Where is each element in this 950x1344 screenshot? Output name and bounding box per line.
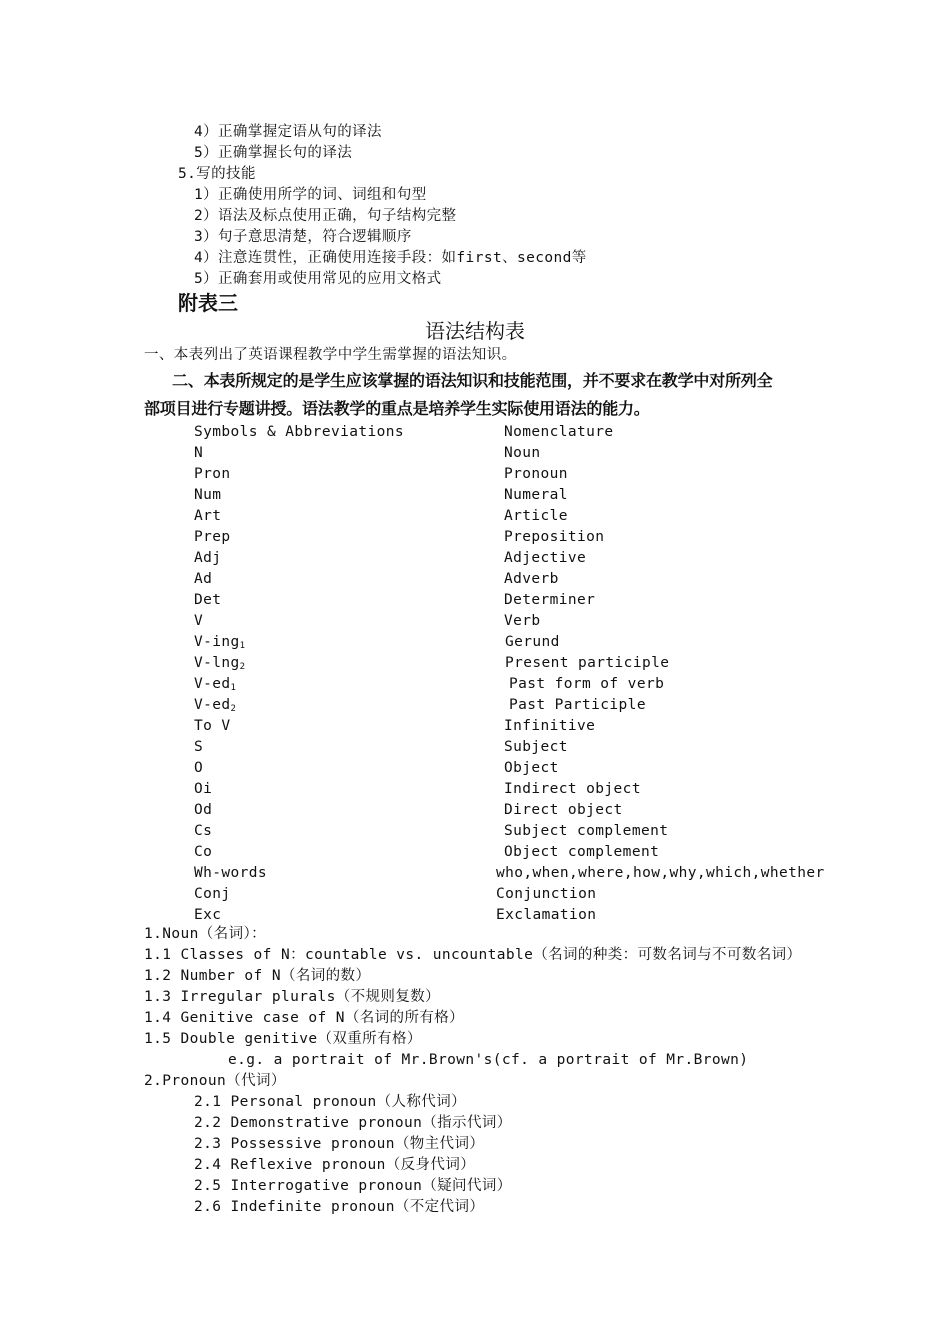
abbrev-symbol: [194, 527, 231, 548]
abbrev-meaning: who,when,where,how,why,which,whether: [496, 865, 825, 881]
abbrev-meaning: Conjunction: [496, 886, 597, 902]
abbrev-symbol-text: Num: [194, 487, 222, 503]
abbrev-symbol-text: V-ed: [194, 697, 231, 713]
abbrev-symbol: [194, 884, 231, 905]
abbrev-symbol: [194, 800, 212, 821]
abbrev-symbol-text: V-ing: [194, 634, 240, 650]
abbrev-symbol: [194, 485, 221, 506]
abbrev-meaning: Indirect object: [504, 781, 641, 797]
abbrev-symbol: [194, 716, 231, 737]
noun-item: 1.3 Irregular plurals（不规则复数）: [144, 989, 441, 1005]
intro-paragraph-1: 一、本表列出了英语课程教学中学生需掌握的语法知识。: [144, 347, 517, 363]
abbrev-symbol-text: Adj: [194, 550, 222, 566]
pronoun-item: 2.1 Personal pronoun（人称代词）: [194, 1094, 466, 1110]
pronoun-item: 2.3 Possessive pronoun（物主代词）: [194, 1136, 485, 1152]
abbrev-symbol-text: Co: [194, 844, 213, 860]
abbrev-meaning: Subject: [504, 739, 568, 755]
abbrev-meaning: Preposition: [504, 529, 605, 545]
pronoun-heading: 2.Pronoun（代词）: [144, 1073, 286, 1089]
writing-item: 1）正确使用所学的词、词组和句型: [194, 187, 427, 203]
writing-item: 5）正确套用或使用常见的应用文格式: [194, 271, 442, 287]
abbrev-symbol: [194, 443, 203, 464]
writing-heading: 5.写的技能: [178, 166, 256, 182]
abbrev-symbol-text: Cs: [194, 823, 213, 839]
abbrev-symbol-text: Od: [194, 802, 213, 818]
abbrev-symbol-subscript: 1: [230, 683, 237, 693]
appendix-label: 附表三: [178, 291, 238, 315]
abbrev-symbol-text: Det: [194, 592, 222, 608]
abbrev-symbol: [194, 863, 267, 884]
skills-item: 5）正确掌握长句的译法: [194, 145, 353, 161]
abbrev-meaning: Direct object: [504, 802, 623, 818]
abbrev-symbol-subscript: 2: [239, 662, 246, 672]
abbrev-meaning: Gerund: [505, 634, 560, 650]
abbrev-meaning: Object complement: [504, 844, 660, 860]
abbrev-symbol: [194, 569, 212, 590]
abbrev-meaning: Article: [504, 508, 568, 524]
abbrev-symbol-text: To V: [194, 718, 231, 734]
abbrev-symbol-text: Conj: [194, 886, 231, 902]
writing-item: 2）语法及标点使用正确，句子结构完整: [194, 208, 457, 224]
abbrev-meaning: Past Participle: [509, 697, 646, 713]
skills-item: 4）正确掌握定语从句的译法: [194, 124, 382, 140]
abbrev-symbol-subscript: 1: [239, 641, 246, 651]
abbrev-symbol-text: V-ed: [194, 676, 231, 692]
noun-item: 1.5 Double genitive（双重所有格）: [144, 1031, 422, 1047]
abbrev-symbol: [194, 842, 212, 863]
abbrev-meaning: Pronoun: [504, 466, 568, 482]
abbrev-symbol-text: Pron: [194, 466, 231, 482]
intro-paragraph-2-line-2: 部项目进行专题讲授。语法教学的重点是培养学生实际使用语法的能力。: [144, 399, 650, 418]
abbrev-header-meaning: Nomenclature: [504, 424, 614, 440]
abbrev-symbol: [194, 506, 221, 527]
abbrev-symbol-text: V: [194, 613, 204, 629]
abbrev-symbol: [194, 590, 221, 611]
abbrev-symbol-text: Art: [194, 508, 222, 524]
abbrev-meaning: Exclamation: [496, 907, 597, 923]
abbrev-symbol: [194, 548, 221, 569]
noun-item: 1.4 Genitive case of N（名词的所有格）: [144, 1010, 465, 1026]
abbrev-symbol-text: N: [194, 445, 204, 461]
abbrev-meaning: Infinitive: [504, 718, 596, 734]
abbrev-symbol-text: Wh-words: [194, 865, 268, 881]
abbrev-meaning: Determiner: [504, 592, 596, 608]
table-title: 语法结构表: [425, 319, 525, 343]
abbrev-meaning: Past form of verb: [509, 676, 665, 692]
abbrev-header-symbol: Symbols & Abbreviations: [194, 424, 404, 440]
abbrev-symbol-text: Ad: [194, 571, 213, 587]
abbrev-meaning: Numeral: [504, 487, 568, 503]
intro-paragraph-2-line-1: 二、本表所规定的是学生应该掌握的语法知识和技能范围，并不要求在教学中对所列全: [172, 371, 773, 390]
writing-item: 3）句子意思清楚，符合逻辑顺序: [194, 229, 412, 245]
abbrev-symbol: [194, 464, 231, 485]
abbrev-meaning: Verb: [504, 613, 541, 629]
abbrev-symbol: [194, 779, 212, 800]
abbrev-symbol-text: S: [194, 739, 204, 755]
pronoun-item: 2.5 Interrogative pronoun（疑问代词）: [194, 1178, 512, 1194]
noun-heading: 1.Noun（名词）：: [144, 926, 267, 942]
pronoun-item: 2.4 Reflexive pronoun（反身代词）: [194, 1157, 476, 1173]
abbrev-symbol: [194, 611, 203, 632]
noun-item: 1.2 Number of N（名词的数）: [144, 968, 371, 984]
noun-item: 1.1 Classes of N：countable vs. uncountable（名词的种类：可数名词与不可数名词）: [144, 947, 802, 963]
abbrev-symbol-text: Oi: [194, 781, 213, 797]
abbrev-symbol: [194, 737, 203, 758]
abbrev-meaning: Subject complement: [504, 823, 669, 839]
abbrev-symbol-subscript: 2: [230, 704, 237, 714]
abbrev-meaning: Noun: [504, 445, 541, 461]
writing-item: 4）注意连贯性，正确使用连接手段：如first、second等: [194, 250, 587, 266]
pronoun-item: 2.2 Demonstrative pronoun（指示代词）: [194, 1115, 512, 1131]
abbrev-symbol: [194, 758, 203, 779]
abbrev-symbol-text: V-lng: [194, 655, 240, 671]
abbrev-symbol: [194, 821, 212, 842]
abbrev-symbol: [194, 905, 221, 926]
abbrev-symbol-text: Prep: [194, 529, 231, 545]
abbrev-symbol-text: O: [194, 760, 204, 776]
abbrev-meaning: Adjective: [504, 550, 587, 566]
abbrev-meaning: Adverb: [504, 571, 559, 587]
abbrev-meaning: Present participle: [505, 655, 670, 671]
abbrev-symbol-text: Exc: [194, 907, 222, 923]
pronoun-item: 2.6 Indefinite pronoun（不定代词）: [194, 1199, 485, 1215]
abbrev-meaning: Object: [504, 760, 559, 776]
noun-example: e.g. a portrait of Mr.Brown's(cf. a portrait of Mr.Brown): [228, 1052, 749, 1068]
